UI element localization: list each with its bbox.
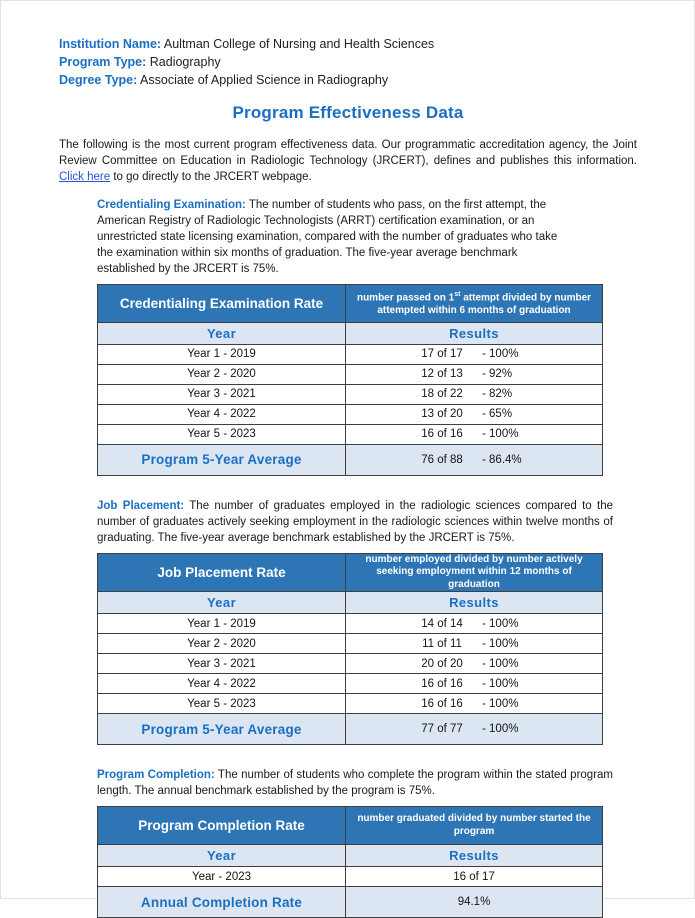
job-placement-paragraph (97, 498, 613, 546)
year-cell: Year 5 - 2023 (98, 694, 346, 714)
formula-superscript: st (454, 290, 461, 298)
average-label: Program 5-Year Average (98, 444, 346, 475)
result-fraction: 14 of 14 (421, 617, 463, 630)
page-title: Program Effectiveness Data (232, 103, 464, 122)
result-fraction: 16 of 16 (421, 697, 463, 710)
table-row (98, 867, 603, 887)
credentialing-average-row (98, 444, 603, 475)
table-row (98, 614, 603, 634)
completion-heading: Program Completion: (97, 769, 215, 781)
table-row (98, 674, 603, 694)
result-cell (346, 654, 603, 674)
credentialing-description: The number of students who pass, on the first attempt, the American Registry of Radiologic Technologists (ARRT) certification examination, or an unrestricted state licensing examination, compared with the number of graduates who take the examination within six months of graduation. The five-year average benchmark established by the JRCERT is 75%. (97, 198, 558, 275)
degree-type-value: Associate of Applied Science in Radiography (137, 73, 389, 87)
institution-name-value: Aultman College of Nursing and Health Sciences (161, 37, 435, 51)
result-fraction: 16 of 16 (421, 428, 463, 440)
result-cell (346, 614, 603, 634)
institution-name-line (59, 35, 637, 53)
completion-table (97, 806, 603, 918)
result-percent: - 65% (482, 408, 513, 420)
result-cell: 16 of 17 (346, 867, 603, 887)
result-fraction: 20 of 20 (421, 657, 463, 670)
job-placement-formula-header: number employed divided by number actively seeking employment within 12 months of graduation (346, 553, 603, 592)
year-cell: Year 3 - 2021 (98, 654, 346, 674)
year-cell: Year 1 - 2019 (98, 614, 346, 634)
result-fraction: 13 of 20 (421, 408, 463, 420)
degree-type-line (59, 71, 637, 89)
table-row (98, 404, 603, 424)
formula-text: attempt divided by number attempted within 6 months of graduation (377, 292, 592, 316)
result-cell (346, 404, 603, 424)
result-cell (346, 384, 603, 404)
result-percent: - 100% (482, 657, 519, 670)
completion-subheader-row (98, 845, 603, 867)
table-row (98, 364, 603, 384)
year-column-header: Year (98, 322, 346, 344)
result-fraction: 17 of 17 (421, 348, 463, 360)
program-type-value: Radiography (146, 55, 221, 69)
table-row (98, 344, 603, 364)
year-cell: Year 4 - 2022 (98, 404, 346, 424)
credentialing-heading: Credentialing Examination: (97, 198, 246, 211)
intro-text-after-link: to go directly to the JRCERT webpage. (110, 171, 312, 183)
result-cell (346, 634, 603, 654)
result-percent: - 100% (482, 677, 519, 690)
year-column-header: Year (98, 592, 346, 614)
table-row (98, 654, 603, 674)
result-percent: - 100% (482, 637, 519, 650)
credentialing-header-row (98, 284, 603, 322)
year-cell: Year 3 - 2021 (98, 384, 346, 404)
degree-type-label: Degree Type: (59, 73, 138, 87)
credentialing-table (97, 284, 603, 476)
result-percent: - 100% (482, 697, 519, 710)
result-fraction: 11 of 11 (422, 637, 462, 650)
result-percent: - 100% (482, 428, 519, 440)
table-row (98, 634, 603, 654)
completion-rate-value: 94.1% (346, 887, 603, 918)
result-percent: - 86.4% (482, 453, 522, 466)
table-row (98, 424, 603, 444)
year-cell: Year 5 - 2023 (98, 424, 346, 444)
job-placement-subheader-row (98, 592, 603, 614)
program-type-label: Program Type: (59, 55, 147, 69)
result-cell (346, 364, 603, 384)
completion-table-title: Program Completion Rate (98, 807, 346, 845)
year-cell: Year 2 - 2020 (98, 634, 346, 654)
year-cell: Year - 2023 (98, 867, 346, 887)
job-placement-table-title: Job Placement Rate (98, 553, 346, 592)
result-percent: - 82% (482, 388, 513, 400)
completion-formula-header: number graduated divided by number started the program (346, 807, 603, 845)
institution-name-label: Institution Name: (59, 37, 162, 51)
credentialing-paragraph (97, 197, 559, 277)
job-placement-heading: Job Placement: (97, 499, 185, 512)
job-placement-table (97, 553, 603, 746)
intro-text-before-link: The following is the most current program effectiveness data. Our programmatic accreditation agency, the Joint Review Committee on Education in Radiologic Technology (JRCERT), defines and publishes this information. (59, 139, 637, 167)
credentialing-table-title: Credentialing Examination Rate (98, 284, 346, 322)
job-placement-average-row (98, 714, 603, 745)
year-column-header: Year (98, 845, 346, 867)
result-cell (346, 694, 603, 714)
job-placement-header-row (98, 553, 603, 592)
year-cell: Year 2 - 2020 (98, 364, 346, 384)
credentialing-formula-header (346, 284, 603, 322)
program-type-line (59, 53, 637, 71)
result-percent: - 100% (482, 348, 519, 360)
intro-paragraph (59, 137, 637, 185)
result-cell (346, 674, 603, 694)
completion-paragraph (97, 767, 613, 799)
table-row (98, 384, 603, 404)
results-column-header: Results (346, 592, 603, 614)
average-result-cell (346, 714, 603, 745)
completion-header-row (98, 807, 603, 845)
average-result-cell (346, 444, 603, 475)
result-percent: - 92% (482, 368, 513, 380)
result-percent: - 100% (482, 617, 519, 630)
job-placement-description: The number of graduates employed in the radiologic sciences compared to the number of graduates actively seeking employment in the radiologic sciences within twelve months of graduating. The five-year average benchmark established by the JRCERT is 75%. (97, 499, 613, 544)
result-fraction: 18 of 22 (421, 388, 463, 400)
result-cell (346, 344, 603, 364)
year-cell: Year 1 - 2019 (98, 344, 346, 364)
result-fraction: 16 of 16 (421, 677, 463, 690)
result-fraction: 12 of 13 (421, 368, 463, 380)
completion-rate-row (98, 887, 603, 918)
completion-description: The number of students who complete the program within the stated program length. The annual benchmark established by the program is 75%. (97, 769, 613, 797)
result-fraction: 76 of 88 (421, 453, 463, 466)
formula-text: number passed on 1 (356, 292, 455, 304)
jrcert-link[interactable]: Click here (59, 171, 111, 183)
results-column-header: Results (346, 845, 603, 867)
completion-rate-label: Annual Completion Rate (98, 887, 346, 918)
credentialing-subheader-row (98, 322, 603, 344)
result-percent: - 100% (482, 723, 519, 735)
average-label: Program 5-Year Average (98, 714, 346, 745)
year-cell: Year 4 - 2022 (98, 674, 346, 694)
table-row (98, 694, 603, 714)
result-cell (346, 424, 603, 444)
result-fraction: 77 of 77 (421, 723, 463, 735)
results-column-header: Results (346, 322, 603, 344)
program-info-block (59, 35, 637, 89)
